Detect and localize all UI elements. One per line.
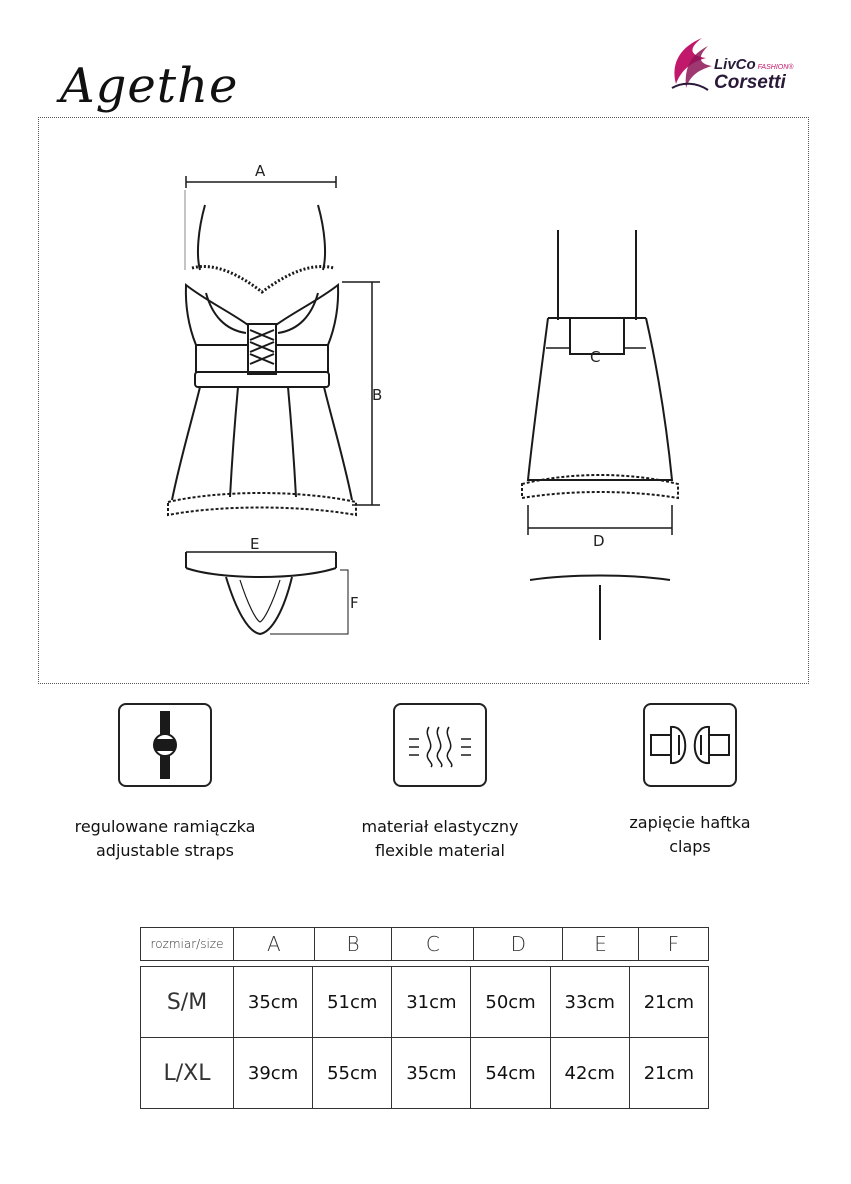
table-header-cell: B bbox=[314, 928, 392, 961]
table-cell: 50cm bbox=[471, 967, 550, 1038]
table-header-row bbox=[141, 928, 709, 961]
elastic-waves-icon bbox=[393, 703, 487, 787]
table-row bbox=[141, 967, 709, 1038]
table-header-cell: A bbox=[234, 928, 315, 961]
dim-label-e: E bbox=[250, 535, 260, 553]
feature-label-en: claps bbox=[669, 837, 711, 856]
table-cell: 31cm bbox=[392, 967, 471, 1038]
table-cell: 51cm bbox=[313, 967, 392, 1038]
front-thong-drawing bbox=[186, 552, 336, 634]
feature-label-en: flexible material bbox=[375, 841, 505, 860]
feature-hook-clasp bbox=[565, 703, 815, 859]
feature-flexible-material bbox=[315, 703, 565, 863]
dim-label-d: D bbox=[593, 532, 605, 550]
brand-line1: LivCo bbox=[714, 56, 756, 73]
feature-label-pl: materiał elastyczny bbox=[361, 817, 519, 836]
table-cell: 42cm bbox=[550, 1038, 629, 1109]
table-cell: L/XL bbox=[141, 1038, 234, 1109]
dim-label-c: C bbox=[590, 348, 601, 366]
dim-label-b: B bbox=[372, 386, 383, 404]
back-thong-drawing bbox=[530, 576, 670, 641]
table-header-cell: E bbox=[563, 928, 639, 961]
dim-label-a: A bbox=[255, 162, 266, 180]
table-cell: 21cm bbox=[629, 1038, 708, 1109]
table-cell: S/M bbox=[141, 967, 234, 1038]
table-cell: 55cm bbox=[313, 1038, 392, 1109]
table-row bbox=[141, 1038, 709, 1109]
table-cell: 21cm bbox=[629, 967, 708, 1038]
feature-label-pl: regulowane ramiączka bbox=[74, 817, 256, 836]
table-cell: 39cm bbox=[234, 1038, 313, 1109]
table-cell: 35cm bbox=[234, 967, 313, 1038]
hook-clasp-icon bbox=[643, 703, 737, 787]
table-cell: 35cm bbox=[392, 1038, 471, 1109]
table-cell: 33cm bbox=[550, 967, 629, 1038]
table-header-cell: rozmiar/size bbox=[141, 928, 234, 961]
table-header-cell: C bbox=[392, 928, 474, 961]
dim-label-f: F bbox=[350, 594, 359, 612]
front-garment-drawing bbox=[168, 205, 356, 515]
strap-adjuster-icon bbox=[118, 703, 212, 787]
brand-line2: Corsetti bbox=[714, 72, 786, 93]
table-header-cell: F bbox=[638, 928, 708, 961]
feature-label-en: adjustable straps bbox=[96, 841, 234, 860]
table-cell: 54cm bbox=[471, 1038, 550, 1109]
size-table-header bbox=[140, 927, 709, 961]
feature-adjustable-straps bbox=[40, 703, 290, 863]
brand-suffix: FASHION® bbox=[757, 64, 794, 71]
table-header-cell: D bbox=[474, 928, 563, 961]
product-title: Agethe bbox=[60, 58, 239, 114]
size-table-body bbox=[140, 966, 709, 1109]
feature-label-pl: zapięcie haftka bbox=[629, 813, 751, 832]
